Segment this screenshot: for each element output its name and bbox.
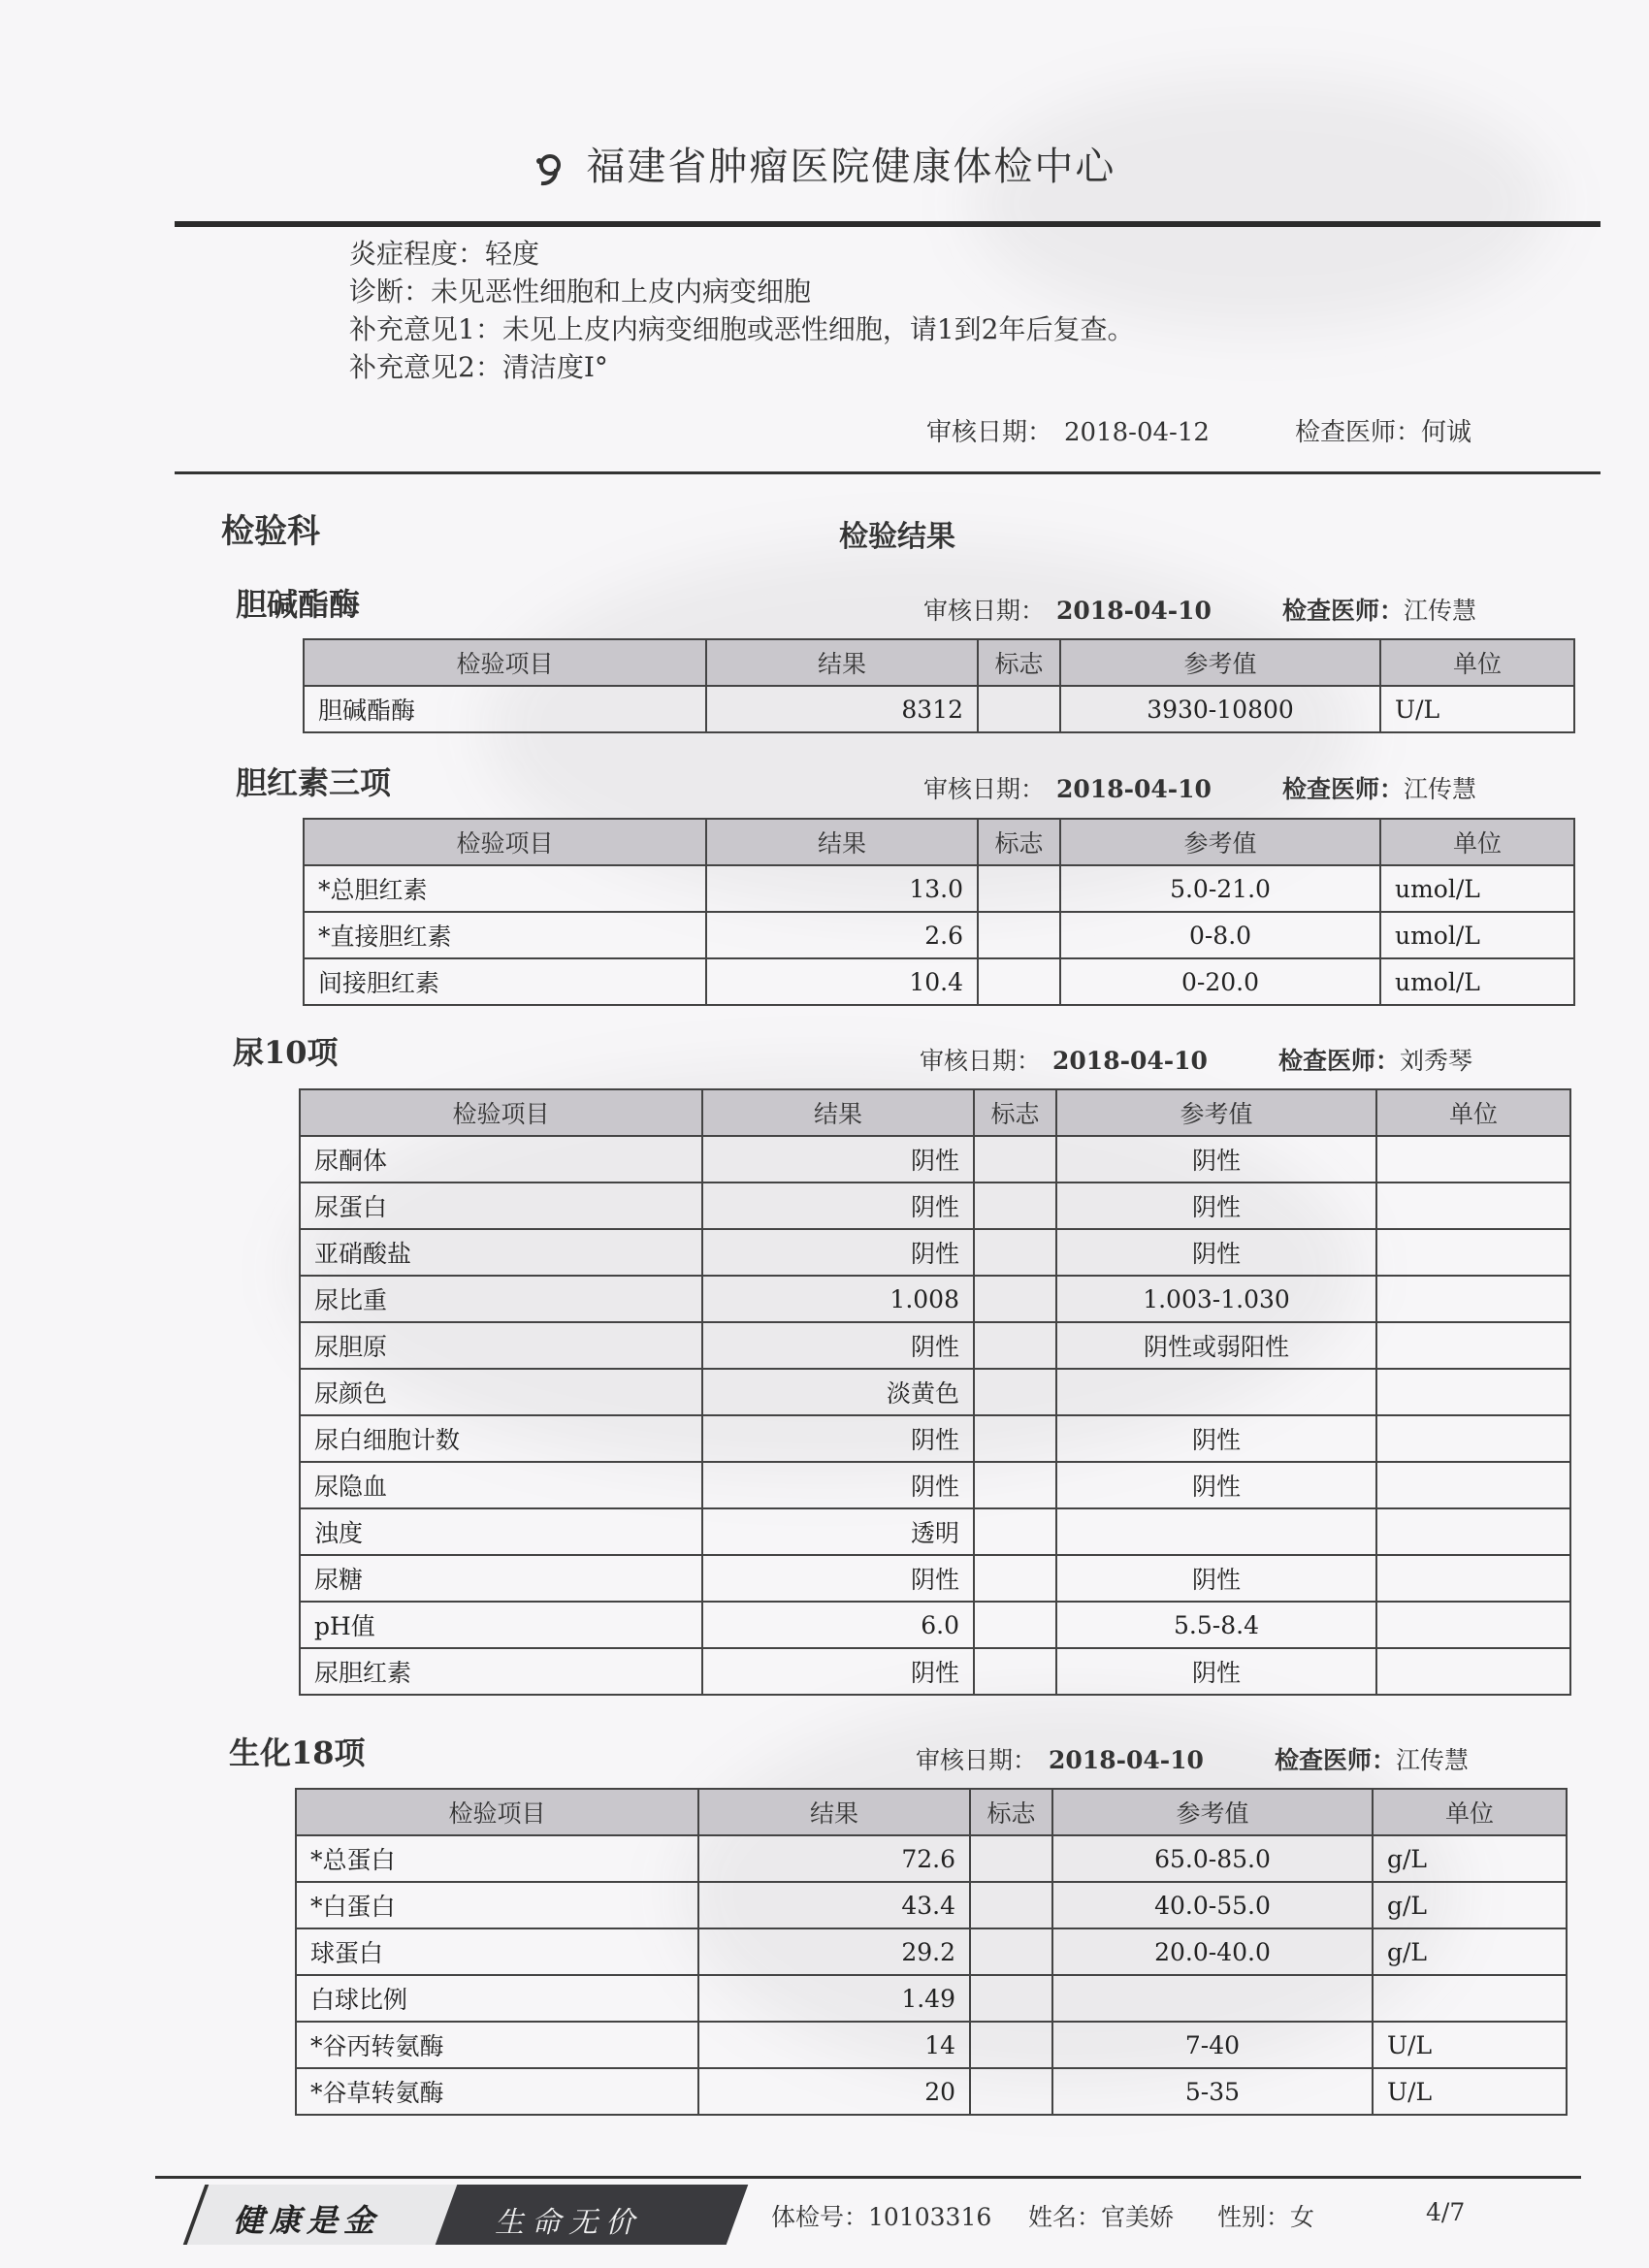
footer-slogan	[194, 2185, 737, 2245]
cell-unit	[1376, 1229, 1570, 1276]
column-header-flag: 标志	[974, 1089, 1056, 1136]
lab-results-table	[299, 1088, 1571, 1696]
cell-flag	[978, 865, 1060, 912]
cell-unit: umol/L	[1380, 865, 1574, 912]
cell-unit: g/L	[1373, 1882, 1567, 1928]
cell-item: 浊度	[300, 1508, 702, 1555]
cell-reference: 7-40	[1052, 2022, 1373, 2068]
cell-item: 尿胆原	[300, 1322, 702, 1369]
intro-doctor: 检查医师：何诚	[1295, 418, 1472, 447]
slogan-right: 生命无价	[495, 2206, 642, 2240]
cell-item: 尿比重	[300, 1276, 702, 1322]
section-doctor: 检查医师：江传慧	[1282, 597, 1477, 625]
table-header-row	[304, 819, 1574, 865]
cell-item: *总胆红素	[304, 865, 706, 912]
cell-unit	[1376, 1415, 1570, 1462]
cell-result: 1.49	[698, 1975, 970, 2022]
cell-result: 14	[698, 2022, 970, 2068]
table-row	[296, 2068, 1567, 2115]
section-review-date: 审核日期： 2018-04-10	[923, 775, 1212, 803]
cell-reference: 5.0-21.0	[1060, 865, 1380, 912]
cell-flag	[974, 1555, 1056, 1602]
table-row	[300, 1415, 1570, 1462]
column-header-unit: 单位	[1373, 1789, 1567, 1835]
table-row	[300, 1555, 1570, 1602]
results-title: 检验结果	[839, 520, 955, 554]
cell-result: 13.0	[706, 865, 978, 912]
cell-reference: 阴性	[1056, 1229, 1376, 1276]
table-row	[304, 912, 1574, 958]
cell-flag	[970, 1882, 1052, 1928]
exam-number: 体检号：10103316	[771, 2203, 992, 2231]
cell-result: 阴性	[702, 1322, 974, 1369]
cell-reference: 20.0-40.0	[1052, 1928, 1373, 1975]
column-header-item: 检验项目	[300, 1089, 702, 1136]
cell-flag	[974, 1369, 1056, 1415]
cell-reference: 1.003-1.030	[1056, 1276, 1376, 1322]
footer-divider	[155, 2176, 1581, 2179]
column-header-unit: 单位	[1380, 639, 1574, 686]
cell-unit	[1376, 1648, 1570, 1695]
lab-results-table	[303, 638, 1575, 733]
column-header-reference: 参考值	[1056, 1089, 1376, 1136]
table-header-row	[296, 1789, 1567, 1835]
hospital-logo-icon	[534, 153, 566, 186]
table-row	[300, 1369, 1570, 1415]
table-row	[300, 1462, 1570, 1508]
cell-result: 2.6	[706, 912, 978, 958]
section-title: 胆碱酯酶	[236, 586, 361, 623]
cell-result: 72.6	[698, 1835, 970, 1882]
section-doctor: 检查医师：刘秀琴	[1278, 1047, 1473, 1075]
cell-flag	[974, 1462, 1056, 1508]
table-row	[296, 1882, 1567, 1928]
cell-flag	[970, 2068, 1052, 2115]
cell-unit	[1373, 1975, 1567, 2022]
cell-result: 透明	[702, 1508, 974, 1555]
section-doctor: 检查医师：江传慧	[1282, 775, 1477, 803]
cell-item: *总蛋白	[296, 1835, 698, 1882]
cell-result: 阴性	[702, 1229, 974, 1276]
table-row	[300, 1183, 1570, 1229]
patient-sex: 性别：女	[1217, 2203, 1315, 2231]
lab-results-table	[303, 818, 1575, 1006]
cell-unit	[1376, 1322, 1570, 1369]
page-number: 4/7	[1426, 2198, 1466, 2226]
cell-result: 10.4	[706, 958, 978, 1005]
cell-reference	[1056, 1508, 1376, 1555]
cell-reference: 3930-10800	[1060, 686, 1380, 732]
cell-reference: 0-20.0	[1060, 958, 1380, 1005]
table-row	[296, 2022, 1567, 2068]
section-review-date: 审核日期： 2018-04-10	[923, 597, 1212, 625]
cell-item: 球蛋白	[296, 1928, 698, 1975]
table-header-row	[300, 1089, 1570, 1136]
table-row	[296, 1835, 1567, 1882]
intro-line: 诊断：未见恶性细胞和上皮内病变细胞	[349, 275, 812, 308]
cell-flag	[974, 1508, 1056, 1555]
column-header-unit: 单位	[1380, 819, 1574, 865]
table-row	[304, 686, 1574, 732]
cell-flag	[978, 958, 1060, 1005]
column-header-flag: 标志	[970, 1789, 1052, 1835]
cell-unit: U/L	[1373, 2068, 1567, 2115]
cell-item: 尿糖	[300, 1555, 702, 1602]
cell-reference: 阴性或弱阳性	[1056, 1322, 1376, 1369]
cell-result: 阴性	[702, 1136, 974, 1183]
cell-result: 8312	[706, 686, 978, 732]
cell-item: *谷丙转氨酶	[296, 2022, 698, 2068]
report-header	[0, 136, 1649, 191]
cell-unit	[1376, 1136, 1570, 1183]
cell-reference: 阴性	[1056, 1648, 1376, 1695]
section-title: 尿10项	[233, 1034, 339, 1071]
cell-reference: 5.5-8.4	[1056, 1602, 1376, 1648]
table-row	[300, 1276, 1570, 1322]
cell-flag	[970, 1928, 1052, 1975]
column-header-flag: 标志	[978, 639, 1060, 686]
cell-flag	[974, 1136, 1056, 1183]
cell-reference: 阴性	[1056, 1136, 1376, 1183]
table-row	[300, 1322, 1570, 1369]
cell-result: 阴性	[702, 1555, 974, 1602]
cell-reference: 阴性	[1056, 1183, 1376, 1229]
cell-unit	[1376, 1369, 1570, 1415]
lab-results-table	[295, 1788, 1568, 2116]
cell-item: 尿酮体	[300, 1136, 702, 1183]
cell-result: 阴性	[702, 1648, 974, 1695]
cell-result: 29.2	[698, 1928, 970, 1975]
column-header-reference: 参考值	[1060, 639, 1380, 686]
department-title: 检验科	[221, 512, 320, 551]
section-review-date: 审核日期： 2018-04-10	[916, 1746, 1204, 1774]
section-divider	[175, 471, 1600, 474]
header-divider	[175, 221, 1600, 227]
column-header-flag: 标志	[978, 819, 1060, 865]
cell-reference	[1056, 1369, 1376, 1415]
table-row	[304, 958, 1574, 1005]
cell-reference: 阴性	[1056, 1462, 1376, 1508]
cell-reference: 65.0-85.0	[1052, 1835, 1373, 1882]
column-header-result: 结果	[698, 1789, 970, 1835]
cell-unit: g/L	[1373, 1835, 1567, 1882]
cell-flag	[978, 912, 1060, 958]
cell-reference	[1052, 1975, 1373, 2022]
column-header-item: 检验项目	[304, 819, 706, 865]
cytology-conclusion	[349, 235, 1134, 386]
table-row	[300, 1508, 1570, 1555]
column-header-item: 检验项目	[296, 1789, 698, 1835]
cell-flag	[974, 1602, 1056, 1648]
cell-unit: g/L	[1373, 1928, 1567, 1975]
cell-flag	[974, 1183, 1056, 1229]
cell-reference: 阴性	[1056, 1415, 1376, 1462]
cell-result: 阴性	[702, 1183, 974, 1229]
cell-flag	[970, 1835, 1052, 1882]
cell-unit: umol/L	[1380, 912, 1574, 958]
table-row	[296, 1928, 1567, 1975]
section-review-date: 审核日期： 2018-04-10	[920, 1047, 1208, 1075]
cell-unit	[1376, 1462, 1570, 1508]
section-doctor: 检查医师：江传慧	[1275, 1746, 1470, 1774]
cell-result: 淡黄色	[702, 1369, 974, 1415]
cell-item: *谷草转氨酶	[296, 2068, 698, 2115]
table-header-row	[304, 639, 1574, 686]
intro-line: 炎症程度：轻度	[349, 238, 540, 270]
table-row	[300, 1136, 1570, 1183]
column-header-reference: 参考值	[1052, 1789, 1373, 1835]
patient-name: 姓名：官美娇	[1028, 2203, 1175, 2231]
cell-unit	[1376, 1602, 1570, 1648]
cell-reference: 40.0-55.0	[1052, 1882, 1373, 1928]
cell-item: 尿颜色	[300, 1369, 702, 1415]
report-title: 福建省肿瘤医院健康体检中心	[586, 145, 1116, 189]
table-row	[296, 1975, 1567, 2022]
cell-reference: 5-35	[1052, 2068, 1373, 2115]
intro-line: 补充意见2：清洁度Ⅰ°	[349, 351, 608, 383]
cell-flag	[974, 1276, 1056, 1322]
cell-item: *白蛋白	[296, 1882, 698, 1928]
cell-result: 阴性	[702, 1462, 974, 1508]
cell-flag	[970, 2022, 1052, 2068]
cell-item: 胆碱酯酶	[304, 686, 706, 732]
cell-item: 尿蛋白	[300, 1183, 702, 1229]
cell-item: *直接胆红素	[304, 912, 706, 958]
cell-flag	[978, 686, 1060, 732]
cell-flag	[974, 1648, 1056, 1695]
cell-unit: U/L	[1373, 2022, 1567, 2068]
column-header-reference: 参考值	[1060, 819, 1380, 865]
cell-reference: 阴性	[1056, 1555, 1376, 1602]
cell-unit	[1376, 1276, 1570, 1322]
cell-result: 20	[698, 2068, 970, 2115]
table-row	[300, 1602, 1570, 1648]
cell-item: 尿隐血	[300, 1462, 702, 1508]
cell-item: 间接胆红素	[304, 958, 706, 1005]
column-header-result: 结果	[702, 1089, 974, 1136]
table-row	[300, 1648, 1570, 1695]
column-header-result: 结果	[706, 639, 978, 686]
table-row	[300, 1229, 1570, 1276]
cell-unit	[1376, 1508, 1570, 1555]
cell-unit: umol/L	[1380, 958, 1574, 1005]
cell-reference: 0-8.0	[1060, 912, 1380, 958]
cell-item: 尿白细胞计数	[300, 1415, 702, 1462]
section-title: 生化18项	[229, 1734, 366, 1771]
cell-result: 1.008	[702, 1276, 974, 1322]
cell-item: 尿胆红素	[300, 1648, 702, 1695]
cell-item: 白球比例	[296, 1975, 698, 2022]
cell-flag	[970, 1975, 1052, 2022]
cell-unit	[1376, 1555, 1570, 1602]
cell-item: pH值	[300, 1602, 702, 1648]
section-title: 胆红素三项	[236, 764, 392, 801]
intro-review-date: 审核日期： 2018-04-12	[926, 418, 1210, 447]
cell-item: 亚硝酸盐	[300, 1229, 702, 1276]
cell-flag	[974, 1415, 1056, 1462]
column-header-item: 检验项目	[304, 639, 706, 686]
intro-line: 补充意见1：未见上皮内病变细胞或恶性细胞，请1到2年后复查。	[349, 313, 1135, 345]
cell-result: 阴性	[702, 1415, 974, 1462]
table-row	[304, 865, 1574, 912]
cell-unit: U/L	[1380, 686, 1574, 732]
column-header-result: 结果	[706, 819, 978, 865]
cell-flag	[974, 1322, 1056, 1369]
cell-result: 6.0	[702, 1602, 974, 1648]
cell-result: 43.4	[698, 1882, 970, 1928]
cell-flag	[974, 1229, 1056, 1276]
cell-unit	[1376, 1183, 1570, 1229]
slogan-left: 健康是金	[233, 2202, 381, 2239]
column-header-unit: 单位	[1376, 1089, 1570, 1136]
